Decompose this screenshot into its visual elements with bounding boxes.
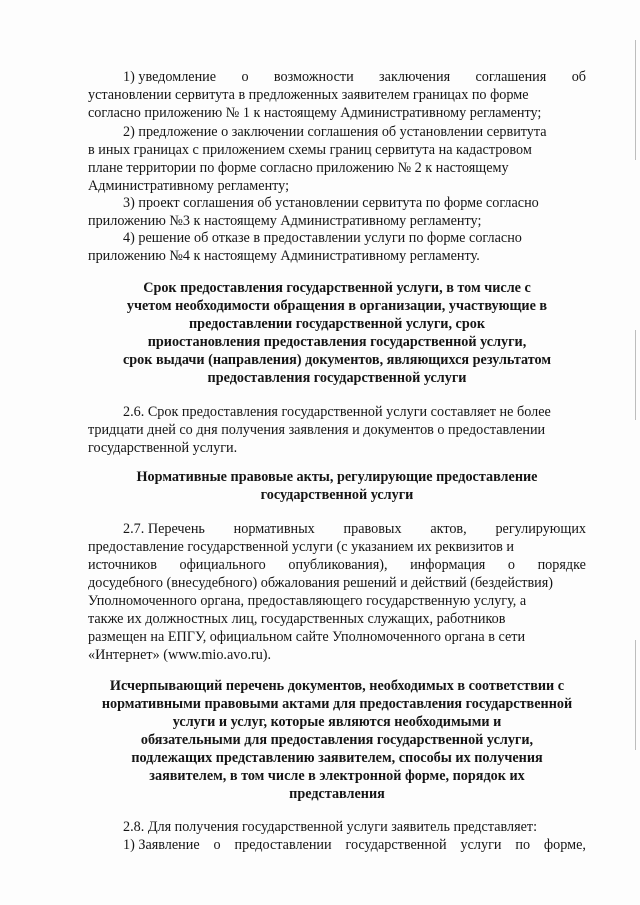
text-run: источников xyxy=(88,557,157,573)
text-run: информация xyxy=(410,557,486,573)
item-4-line xyxy=(123,230,586,247)
paragraph-2-6-line xyxy=(88,422,545,439)
text-run: приложению №4 к настоящему Административному регламенту. xyxy=(88,248,480,264)
paragraph-2-6-line xyxy=(88,440,237,457)
text-run: установлении сервитута в предложенных заявителем границах по форме xyxy=(88,87,529,103)
text-run: об xyxy=(571,69,586,85)
text-run: плане территории по форме согласно приложению № 2 к настоящему xyxy=(88,160,509,176)
text-run: о xyxy=(507,557,515,573)
item-2-line xyxy=(88,142,586,159)
text-run: государственной xyxy=(345,837,447,853)
section-heading-documents: представления xyxy=(289,786,385,802)
text-run: тридцати дней со дня получения заявления и документов о предоставлении xyxy=(88,422,546,438)
text-run: соглашения xyxy=(475,69,547,85)
item-3-line xyxy=(123,195,586,212)
paragraph-2-7-line xyxy=(88,593,586,610)
text-run: 4) решение об отказе в предоставлении услуги по форме согласно xyxy=(123,230,522,246)
text-run: услуги xyxy=(460,837,502,853)
text-run: опубликования), xyxy=(288,557,388,573)
text-run: официального xyxy=(179,557,266,573)
section-heading-term: приостановления предоставления государственной услуги, xyxy=(147,334,527,350)
text-run: о xyxy=(213,837,221,853)
paragraph-2-6-line xyxy=(123,404,551,421)
section-heading-documents: нормативными правовыми актами для предоставления государственной xyxy=(101,696,573,712)
section-heading-term: Срок предоставления государственной услуги, в том числе с xyxy=(143,280,531,296)
scan-edge-mark xyxy=(635,330,636,420)
text-run: правовых xyxy=(343,521,402,537)
text-run: актов, xyxy=(430,521,467,537)
section-heading-documents: обязательными для предоставления государственной услуги, xyxy=(140,732,534,748)
paragraph-2-7-line xyxy=(88,647,271,664)
text-run: «Интернет» (www.mio.avo.ru). xyxy=(88,647,272,663)
text-run: о xyxy=(241,69,249,85)
text-run: досудебного (внесудебного) обжалования решений и действий (бездействия) xyxy=(88,575,553,591)
item-2-line xyxy=(123,124,586,141)
section-heading-term: учетом необходимости обращения в организации, участвующие в xyxy=(126,298,548,314)
text-run: по xyxy=(515,837,531,853)
paragraph-2-8-line xyxy=(123,837,586,854)
text-run: возможности xyxy=(273,69,354,85)
section-heading-acts: Нормативные правовые акты, регулирующие предоставление xyxy=(136,469,538,485)
item-4-line xyxy=(88,248,480,265)
text-run: размещен на ЕПГУ, официальном сайте Уполномоченного органа в сети xyxy=(88,629,526,645)
text-run: также их должностных лиц, государственных служащих, работников xyxy=(88,611,506,627)
text-run: 2.6. Срок предоставления государственной услуги составляет не более xyxy=(123,404,551,420)
text-run: 2) предложение о заключении соглашения об установлении сервитута xyxy=(123,124,547,140)
item-1-line xyxy=(88,105,541,122)
text-run: порядке xyxy=(537,557,586,573)
section-heading-term: предоставлении государственной услуги, срок xyxy=(189,316,485,332)
section-heading-acts: государственной услуги xyxy=(260,487,414,503)
text-run: Уполномоченного органа, предоставляющего государственную услугу, а xyxy=(88,593,527,609)
scan-edge-mark xyxy=(635,640,636,750)
item-1-line xyxy=(88,87,586,104)
section-heading-documents: заявителем, в том числе в электронной форме, порядок их xyxy=(149,768,525,784)
paragraph-2-7-line xyxy=(88,611,586,628)
text-run: форме, xyxy=(543,837,586,853)
text-run: Административному регламенту; xyxy=(88,178,290,194)
text-run: в иных границах с приложением схемы границ сервитута на кадастровом xyxy=(88,142,532,158)
section-heading-documents: услуги и услуг, которые являются необходимыми и xyxy=(172,714,502,730)
item-3-line xyxy=(88,213,481,230)
paragraph-2-7-line xyxy=(88,629,586,646)
item-2-line xyxy=(88,160,586,177)
text-run: 2.7. Перечень xyxy=(123,521,205,537)
text-run: 1) уведомление xyxy=(123,69,217,85)
text-run: государственной услуги. xyxy=(88,440,238,456)
text-run: регулирующих xyxy=(495,521,586,537)
paragraph-2-7-line xyxy=(123,521,586,538)
text-run: предоставлении xyxy=(234,837,332,853)
section-heading-term: срок выдачи (направления) документов, являющихся результатом xyxy=(122,352,552,368)
paragraph-2-8-line xyxy=(123,819,537,836)
item-2-line xyxy=(88,178,289,195)
text-run: предоставление государственной услуги (с указанием их реквизитов и xyxy=(88,539,515,555)
text-run: приложению №3 к настоящему Административному регламенту; xyxy=(88,213,482,229)
section-heading-documents: Исчерпывающий перечень документов, необходимых в соответствии с xyxy=(109,678,565,694)
paragraph-2-7-line xyxy=(88,557,586,574)
text-run: нормативных xyxy=(233,521,315,537)
text-run: 2.8. Для получения государственной услуги заявитель представляет: xyxy=(123,819,538,835)
text-run: заключения xyxy=(379,69,451,85)
paragraph-2-7-line xyxy=(88,575,586,592)
item-1-line xyxy=(123,69,586,86)
text-run: согласно приложению № 1 к настоящему Административному регламенту; xyxy=(88,105,542,121)
paragraph-2-7-line xyxy=(88,539,586,556)
section-heading-documents: подлежащих представлению заявителем, способы их получения xyxy=(131,750,543,766)
text-run: 1) Заявление xyxy=(123,837,200,853)
section-heading-term: предоставления государственной услуги xyxy=(207,370,467,386)
scan-edge-mark xyxy=(635,40,636,160)
text-run: 3) проект соглашения об установлении сервитута по форме согласно xyxy=(123,195,539,211)
